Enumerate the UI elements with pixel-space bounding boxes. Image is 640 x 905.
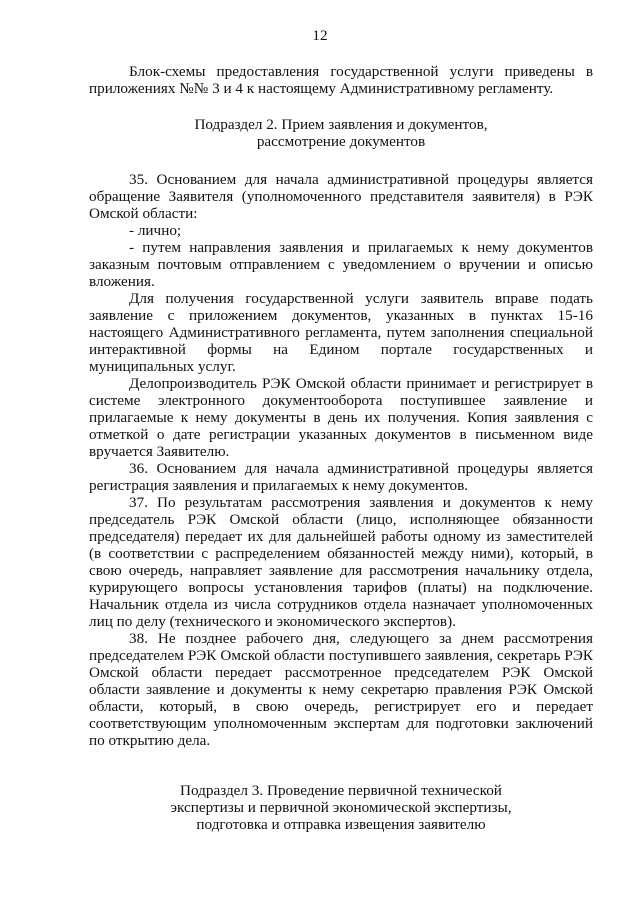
paragraph-registration: Делопроизводитель РЭК Омской области принимает и регистрирует в системе электронного документооборота поступившее заявление и прилагаемые к нему документы в день их получения. Копия заявления с отметкой о дате регистрации указанных документов в письменном виде вручается Заявителю. (89, 375, 593, 460)
subsection-2-heading (89, 116, 593, 150)
subsection-3-heading-line: Подраздел 3. Проведение первичной технической (180, 782, 502, 799)
page-number: 12 (312, 27, 328, 44)
list-item-in-person: - лично; (129, 222, 182, 239)
subsection-2-heading-line: Подраздел 2. Прием заявления и документов, (194, 116, 488, 133)
list-item-by-mail: - путем направления заявления и прилагаемых к нему документов заказным почтовым отправлением с уведомлением о вручении и описью вложения. (89, 239, 593, 290)
paragraph-38: 38. Не позднее рабочего дня, следующего за днем рассмотрения председателем РЭК Омской области поступившего заявления, секретарь РЭК Омской области передает рассмотренное председателем РЭК Омской области заявление и документы к нему секретарю правления РЭК Омской области, который, в свою очередь, регистрирует его и передает соответствующим уполномоченным экспертам для подготовки заключений по открытию дела. (89, 630, 593, 749)
document-body (89, 63, 593, 833)
paragraph-35: 35. Основанием для начала административной процедуры является обращение Заявителя (уполномоченного представителя заявителя) в РЭК Омской области: (89, 171, 593, 222)
paragraph-36: 36. Основанием для начала административной процедуры является регистрация заявления и прилагаемых к нему документов. (89, 460, 593, 494)
subsection-2-heading-line: рассмотрение документов (256, 133, 426, 150)
paragraph-37: 37. По результатам рассмотрения заявления и документов к нему председатель РЭК Омской области (лицо, исполняющее обязанности председателя) передает их для дальнейшей работы одному из заместителей (в соответствии с распределением обязанностей между ними), который, в свою очередь, направляет заявление для рассмотрения начальнику отдела, курирующего вопросы установления тарифов (платы) на подключение. Начальник отдела из числа сотрудников отдела назначает уполномоченных лиц по делу (технического и экономического экспертов). (89, 494, 593, 630)
intro-paragraph: Блок-схемы предоставления государственной услуги приведены в приложениях №№ 3 и 4 к настоящему Административному регламенту. (89, 63, 593, 97)
subsection-3-heading-line: экспертизы и первичной экономической экспертизы, (170, 799, 512, 816)
subsection-3-heading-line: подготовка и отправка извещения заявителю (196, 816, 486, 833)
paragraph-online-portal: Для получения государственной услуги заявитель вправе подать заявление с приложением документов, указанных в пунктах 15-16 настоящего Административного регламента, путем заполнения специальной интерактивной формы на Едином портале государственных и муниципальных услуг. (89, 290, 593, 375)
subsection-3-heading (89, 782, 593, 833)
